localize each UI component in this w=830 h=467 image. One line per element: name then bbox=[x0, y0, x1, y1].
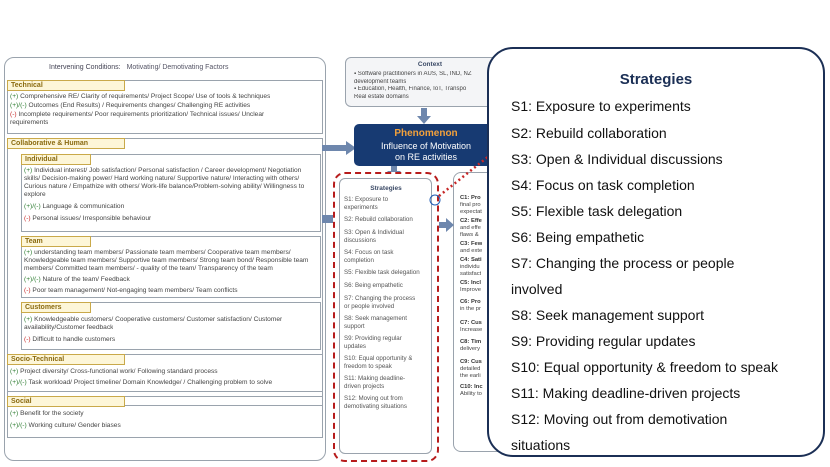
strategy-line: S5: Flexible task delegation bbox=[344, 269, 420, 276]
factor-text: Curious nature / Empathize with others/ Work-life balance/Problem-solving ability/ Willingness to bbox=[24, 183, 305, 190]
context-line: development teams bbox=[354, 78, 407, 85]
consequence-text: and exte bbox=[460, 248, 483, 254]
strategy-item: S9: Providing regular updates bbox=[511, 333, 696, 349]
consequence-text: Increase bbox=[460, 327, 483, 333]
consequence-label: C8: Tim bbox=[460, 339, 482, 345]
context-line: ▪ Education, Health, Finance, IoT, Transpo bbox=[354, 86, 467, 92]
consequence-text: in the pr bbox=[460, 306, 481, 312]
sign-negative: (-) bbox=[24, 336, 31, 343]
context-arrow bbox=[417, 108, 431, 124]
consequence-label: C2: Effe bbox=[460, 218, 482, 224]
factor-text: skills/ Decision-making power/ Hard working nature/ Supportive nature/ Interacting with others/ bbox=[24, 175, 300, 182]
sign-mixed: (+)/(-) bbox=[24, 203, 41, 210]
factor-text: Working culture/ Gender biases bbox=[26, 422, 121, 429]
strategy-item: situations bbox=[511, 437, 571, 453]
strategy-line: freedom to speak bbox=[344, 362, 392, 370]
phenomenon-title: Phenomenon bbox=[394, 128, 458, 139]
factor-text: Outcomes (End Results) / Requirements changes/ Challenging RE activities bbox=[26, 102, 251, 109]
phenomenon-line: on RE activities bbox=[394, 152, 458, 162]
sign-mixed: (+)/(-) bbox=[10, 102, 27, 109]
strategy-line: support bbox=[344, 322, 365, 330]
strategy-line: S9: Providing regular bbox=[344, 335, 402, 342]
strategy-line: or people involved bbox=[344, 302, 395, 310]
consequence-text: delivery bbox=[460, 346, 480, 352]
consequence-text: expectat bbox=[460, 209, 482, 215]
factor-text: explore bbox=[24, 191, 46, 198]
strategy-line: discussions bbox=[344, 236, 376, 244]
strategy-item: S12: Moving out from demotivation bbox=[511, 411, 728, 427]
strategy-item: S10: Equal opportunity & freedom to speak bbox=[511, 359, 778, 375]
factor-text: Knowledgeable customers/ Cooperative customers/ Customer satisfaction/ Customer bbox=[32, 316, 283, 323]
strategies-arrow bbox=[438, 218, 454, 232]
factor-text: Project diversity/ Cross-functional work/ Following standard process bbox=[18, 368, 218, 375]
consequence-label: C4: Sati bbox=[460, 257, 482, 263]
sign-mixed: (+)/(-) bbox=[10, 422, 27, 429]
strategy-line: S11: Making deadline- bbox=[344, 375, 406, 382]
sign-mixed: (+)/(-) bbox=[10, 379, 27, 386]
individual-lines bbox=[24, 167, 320, 231]
consequence-label: C10: Inc bbox=[460, 384, 483, 390]
consequence-text: Improve bbox=[460, 287, 481, 293]
strategy-line: demotivating situations bbox=[344, 402, 407, 410]
customers-header: Customers bbox=[21, 302, 91, 313]
context-title: Context bbox=[417, 61, 443, 68]
sign-positive: (+) bbox=[10, 410, 19, 417]
context-line: ▪ Software practitioners in AUS, SL, IND, NZ bbox=[354, 71, 472, 77]
strategy-line: experiments bbox=[344, 203, 378, 211]
sign-negative: (-) bbox=[10, 111, 17, 118]
sign-positive: (+) bbox=[24, 249, 33, 256]
strategies-small-lines bbox=[344, 196, 436, 452]
conditions-title-suffix: Motivating/ Demotivating Factors bbox=[126, 64, 229, 71]
strategy-item: S6: Being empathetic bbox=[511, 229, 645, 245]
sign-negative: (-) bbox=[24, 287, 31, 294]
strategy-line: completion bbox=[344, 256, 374, 264]
strategy-line: S8: Seek management bbox=[344, 315, 407, 322]
factor-text: Task workload/ Project timeline/ Domain Knowledge/ / Challenging problem to solve bbox=[26, 379, 273, 386]
sign-positive: (+) bbox=[24, 316, 33, 323]
consequence-text: detailed bbox=[460, 366, 481, 372]
consequence-label: C7: Cus bbox=[460, 320, 482, 326]
strategy-item: S11: Making deadline-driven projects bbox=[511, 385, 741, 401]
strategy-line: driven projects bbox=[344, 382, 385, 390]
consequence-label: C3: Few bbox=[460, 241, 483, 247]
strategy-line: S3: Open & Individual bbox=[344, 229, 404, 236]
strategy-item: S7: Changing the process or people bbox=[511, 255, 735, 271]
strategies-small-title: Strategies bbox=[370, 185, 402, 192]
strategy-item: S5: Flexible task delegation bbox=[511, 203, 683, 219]
customers-lines bbox=[24, 316, 320, 350]
factor-text: Benefit for the society bbox=[18, 410, 84, 417]
strategies-callout-title: Strategies bbox=[619, 71, 693, 88]
consequence-text: and effe bbox=[460, 225, 481, 231]
strategy-line: updates bbox=[344, 342, 367, 350]
technical-lines bbox=[10, 93, 322, 133]
factor-text: Incomplete requirements/ Poor requirements prioritization/ Technical issues/ Unclear bbox=[16, 111, 265, 118]
conditions-to-phenomenon-arrow bbox=[322, 141, 356, 155]
strategy-line: S12: Moving out from bbox=[344, 395, 403, 402]
strategy-item: S4: Focus on task completion bbox=[511, 177, 695, 193]
socio-technical-lines bbox=[10, 368, 322, 390]
consequence-text: satisfact bbox=[460, 271, 482, 277]
factor-text: Poor team management/ Not-engaging team members/ Team conflicts bbox=[30, 287, 238, 294]
factor-text: Difficult to handle customers bbox=[30, 336, 116, 343]
conditions-title-prefix: Intervening Conditions: bbox=[49, 64, 121, 71]
strategy-line: S4: Focus on task bbox=[344, 249, 394, 256]
strategies-small-panel bbox=[333, 172, 439, 462]
consequence-label: C5: Incl bbox=[460, 280, 481, 286]
factor-text: Knowledgeable team members/ Supportive team members/ Strong team bond/ Responsible team bbox=[24, 257, 309, 264]
strategy-item: S3: Open & Individual discussions bbox=[511, 151, 723, 167]
collaborative-header: Collaborative & Human bbox=[7, 138, 125, 149]
social-header: Social bbox=[7, 396, 125, 407]
factor-text: Personal issues/ Irresponsible behaviour bbox=[30, 215, 152, 222]
social-lines bbox=[10, 410, 322, 436]
strategies-callout bbox=[487, 47, 825, 457]
technical-header: Technical bbox=[7, 80, 125, 91]
consequence-text: Ability to bbox=[460, 391, 482, 397]
consequence-label: C9: Cus bbox=[460, 359, 482, 365]
sign-positive: (+) bbox=[10, 93, 19, 100]
factor-text: Individual interest/ Job satisfaction/ Personal satisfaction / Career development/ Negotiation bbox=[32, 167, 302, 174]
intervening-conditions-panel bbox=[4, 57, 326, 461]
team-lines bbox=[24, 249, 320, 297]
factor-text: Nature of the team/ Feedback bbox=[40, 276, 130, 283]
factor-text: availability/Customer feedback bbox=[24, 324, 114, 331]
strategy-item: S1: Exposure to experiments bbox=[511, 98, 691, 114]
individual-header: Individual bbox=[21, 154, 91, 165]
factor-text: Language & communication bbox=[40, 203, 125, 210]
consequence-text: individu bbox=[460, 264, 480, 270]
strategy-line: S2: Rebuild collaboration bbox=[344, 216, 413, 223]
sign-negative: (-) bbox=[24, 215, 31, 222]
consequence-text: flaws & bbox=[460, 232, 479, 238]
sign-positive: (+) bbox=[24, 167, 33, 174]
strategy-item: S2: Rebuild collaboration bbox=[511, 125, 667, 141]
team-header: Team bbox=[21, 236, 91, 247]
consequence-label: C6: Pro bbox=[460, 299, 481, 305]
consequence-text: the earli bbox=[460, 373, 481, 379]
strategy-line: S1: Exposure to bbox=[344, 196, 389, 203]
factor-text: understanding team members/ Passionate team members/ Cooperative team members/ bbox=[32, 249, 291, 256]
strategy-item: S8: Seek management support bbox=[511, 307, 705, 323]
conditions-title bbox=[49, 64, 229, 71]
factor-text: requirements bbox=[10, 119, 49, 126]
strategy-item: involved bbox=[511, 281, 563, 297]
strategy-line: S7: Changing the process bbox=[344, 295, 416, 302]
sign-positive: (+) bbox=[10, 368, 19, 375]
context-line: Real estate domains bbox=[354, 93, 409, 100]
factor-text: members/ Committed team members/ - quality of the team/ Transparency of the team bbox=[24, 265, 273, 272]
strategy-line: S10: Equal opportunity & bbox=[344, 355, 413, 362]
sign-mixed: (+)/(-) bbox=[24, 276, 41, 283]
strategy-line: S6: Being empathetic bbox=[344, 282, 403, 289]
factor-text: Comprehensive RE/ Clarity of requirements/ Project Scope/ Use of tools & techniques bbox=[18, 93, 271, 100]
phenomenon-line: Influence of Motivation bbox=[380, 141, 472, 151]
consequence-text: final pro bbox=[460, 202, 481, 208]
socio-technical-header: Socio-Technical bbox=[7, 354, 125, 365]
consequence-label: C1: Pro bbox=[460, 195, 481, 201]
